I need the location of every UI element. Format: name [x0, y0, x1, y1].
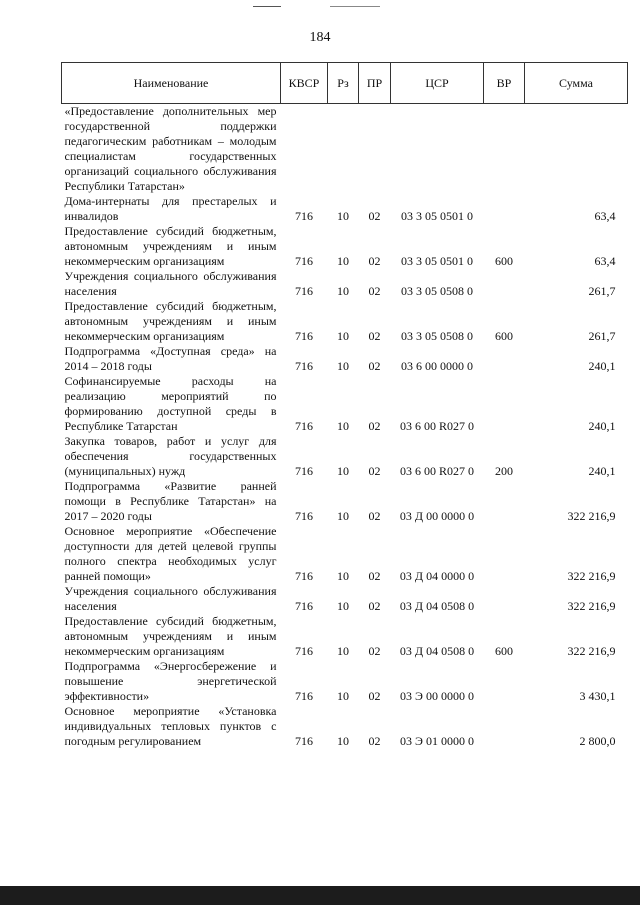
table-row	[62, 299, 628, 344]
table-row	[62, 479, 628, 524]
row-csr: 03 Д 00 0000 0	[399, 509, 475, 523]
row-sum: 63,4	[594, 209, 616, 223]
row-name: Предоставление субсидий бюджетным, автономным учреждениям и иным некоммерческим организациям	[64, 299, 277, 343]
row-vr	[484, 344, 525, 374]
row-name: Закупка товаров, работ и услуг для обеспечения государственных (муниципальных) нужд	[64, 434, 277, 478]
row-csr: 03 Д 04 0508 0	[399, 599, 475, 613]
row-pr: 02	[368, 359, 381, 373]
scan-artifact-line	[253, 6, 281, 7]
table-header-row	[62, 63, 628, 104]
row-sum: 261,7	[588, 329, 616, 343]
row-pr: 02	[368, 689, 381, 703]
row-sum: 322 216,9	[567, 644, 616, 658]
table-row	[62, 704, 628, 749]
row-sum: 240,1	[588, 464, 616, 478]
row-name: Предоставление субсидий бюджетным, автономным учреждениям и иным некоммерческим организациям	[64, 614, 277, 658]
row-rz: 10	[337, 284, 349, 298]
row-pr: 02	[368, 329, 381, 343]
row-csr: 03 3 05 0501 0	[401, 209, 473, 223]
row-kvsr: 716	[295, 569, 313, 583]
row-kvsr: 716	[295, 209, 313, 223]
table-row	[62, 584, 628, 614]
row-pr: 02	[368, 284, 381, 298]
row-name: «Предоставление дополнительных мер государственной поддержки педагогическим работникам – молодым специалистам государственных организаций социального обслуживания Республики Татарстан»	[64, 104, 277, 193]
row-name: Предоставление субсидий бюджетным, автономным учреждениям и иным некоммерческим организациям	[64, 224, 277, 268]
page-number: 184	[309, 30, 331, 45]
row-sum: 322 216,9	[567, 569, 616, 583]
table-row	[62, 614, 628, 659]
row-sum: 240,1	[588, 419, 616, 433]
row-name: Подпрограмма «Развитие ранней помощи в Республике Татарстан» на 2017 – 2020 годы	[64, 479, 277, 523]
column-header-name: Наименование	[62, 63, 281, 104]
row-sum: 3 430,1	[579, 689, 616, 703]
row-name: Подпрограмма «Доступная среда» на 2014 – 2018 годы	[64, 344, 277, 373]
row-kvsr: 716	[295, 509, 313, 523]
row-pr: 02	[368, 464, 381, 478]
row-name: Основное мероприятие «Установка индивидуальных тепловых пунктов с погодным регулированием	[64, 704, 277, 748]
row-kvsr: 716	[295, 689, 313, 703]
row-csr	[391, 104, 484, 195]
row-kvsr: 716	[295, 254, 313, 268]
row-rz: 10	[337, 509, 349, 523]
table-row	[62, 374, 628, 434]
row-vr: 600	[495, 329, 513, 343]
row-sum: 63,4	[594, 254, 616, 268]
column-header-vr: ВР	[484, 63, 525, 104]
row-pr: 02	[368, 254, 381, 268]
row-sum: 240,1	[588, 359, 616, 373]
scan-artifact-line	[330, 6, 380, 7]
row-vr	[484, 659, 525, 704]
row-sum: 322 216,9	[567, 509, 616, 523]
table-row	[62, 524, 628, 584]
row-sum: 322 216,9	[567, 599, 616, 613]
budget-table	[61, 62, 628, 749]
row-vr: 600	[495, 254, 513, 268]
row-rz: 10	[337, 254, 349, 268]
table-row	[62, 269, 628, 299]
row-vr: 200	[495, 464, 513, 478]
row-kvsr: 716	[295, 644, 313, 658]
row-name: Софинансируемые расходы на реализацию мероприятий по формированию доступной среды в Республике Татарстан	[64, 374, 277, 433]
row-rz: 10	[337, 209, 349, 223]
table-row	[62, 224, 628, 269]
column-header-rz: Рз	[328, 63, 359, 104]
row-csr: 03 Э 01 0000 0	[400, 734, 474, 748]
row-kvsr: 716	[295, 419, 313, 433]
row-name: Основное мероприятие «Обеспечение доступности для детей целевой группы полного спектра необходимых услуг ранней помощи»	[64, 524, 277, 583]
table-row	[62, 434, 628, 479]
row-rz: 10	[337, 569, 349, 583]
row-kvsr: 716	[295, 329, 313, 343]
row-rz: 10	[337, 599, 349, 613]
row-pr: 02	[368, 734, 381, 748]
row-kvsr: 716	[295, 464, 313, 478]
column-header-kvsr: КВСР	[281, 63, 328, 104]
row-vr: 600	[495, 644, 513, 658]
row-rz: 10	[337, 464, 349, 478]
row-vr	[484, 194, 525, 224]
row-sum: 261,7	[588, 284, 616, 298]
row-csr: 03 3 05 0508 0	[401, 329, 473, 343]
row-vr	[484, 269, 525, 299]
row-kvsr: 716	[295, 599, 313, 613]
row-kvsr: 716	[295, 734, 313, 748]
row-csr: 03 Э 00 0000 0	[400, 689, 474, 703]
row-kvsr	[281, 104, 328, 195]
row-rz: 10	[337, 329, 349, 343]
row-csr: 03 6 00 R027 0	[399, 464, 474, 478]
row-vr	[484, 524, 525, 584]
row-csr: 03 6 00 0000 0	[401, 359, 473, 373]
row-vr	[484, 704, 525, 749]
row-rz	[328, 104, 359, 195]
row-vr	[484, 374, 525, 434]
row-csr: 03 Д 04 0508 0	[399, 644, 475, 658]
row-rz: 10	[337, 419, 349, 433]
row-name: Подпрограмма «Энергосбережение и повышение энергетической эффективности»	[64, 659, 277, 703]
row-vr	[484, 584, 525, 614]
scan-bottom-edge	[0, 886, 640, 905]
row-pr: 02	[368, 209, 381, 223]
table-row	[62, 344, 628, 374]
row-name: Дома-интернаты для престарелых и инвалидов	[64, 194, 277, 223]
row-vr	[484, 104, 525, 195]
row-csr: 03 6 00 R027 0	[399, 419, 474, 433]
row-kvsr: 716	[295, 359, 313, 373]
row-pr: 02	[368, 569, 381, 583]
row-csr: 03 3 05 0501 0	[401, 254, 473, 268]
row-rz: 10	[337, 734, 349, 748]
column-header-pr: ПР	[359, 63, 391, 104]
row-rz: 10	[337, 359, 349, 373]
table-row	[62, 659, 628, 704]
row-pr: 02	[368, 599, 381, 613]
table-row	[62, 194, 628, 224]
row-csr: 03 3 05 0508 0	[401, 284, 473, 298]
row-pr	[359, 104, 391, 195]
row-csr: 03 Д 04 0000 0	[399, 569, 475, 583]
row-vr	[484, 479, 525, 524]
row-sum	[525, 104, 628, 195]
row-pr: 02	[368, 509, 381, 523]
column-header-sum: Сумма	[525, 63, 628, 104]
row-name: Учреждения социального обслуживания населения	[64, 269, 277, 298]
row-name: Учреждения социального обслуживания населения	[64, 584, 277, 613]
table-body	[62, 104, 628, 750]
table-row	[62, 104, 628, 195]
column-header-csr: ЦСР	[391, 63, 484, 104]
row-sum: 2 800,0	[579, 734, 616, 748]
row-pr: 02	[368, 419, 381, 433]
row-rz: 10	[337, 644, 349, 658]
row-kvsr: 716	[295, 284, 313, 298]
row-rz: 10	[337, 689, 349, 703]
row-pr: 02	[368, 644, 381, 658]
